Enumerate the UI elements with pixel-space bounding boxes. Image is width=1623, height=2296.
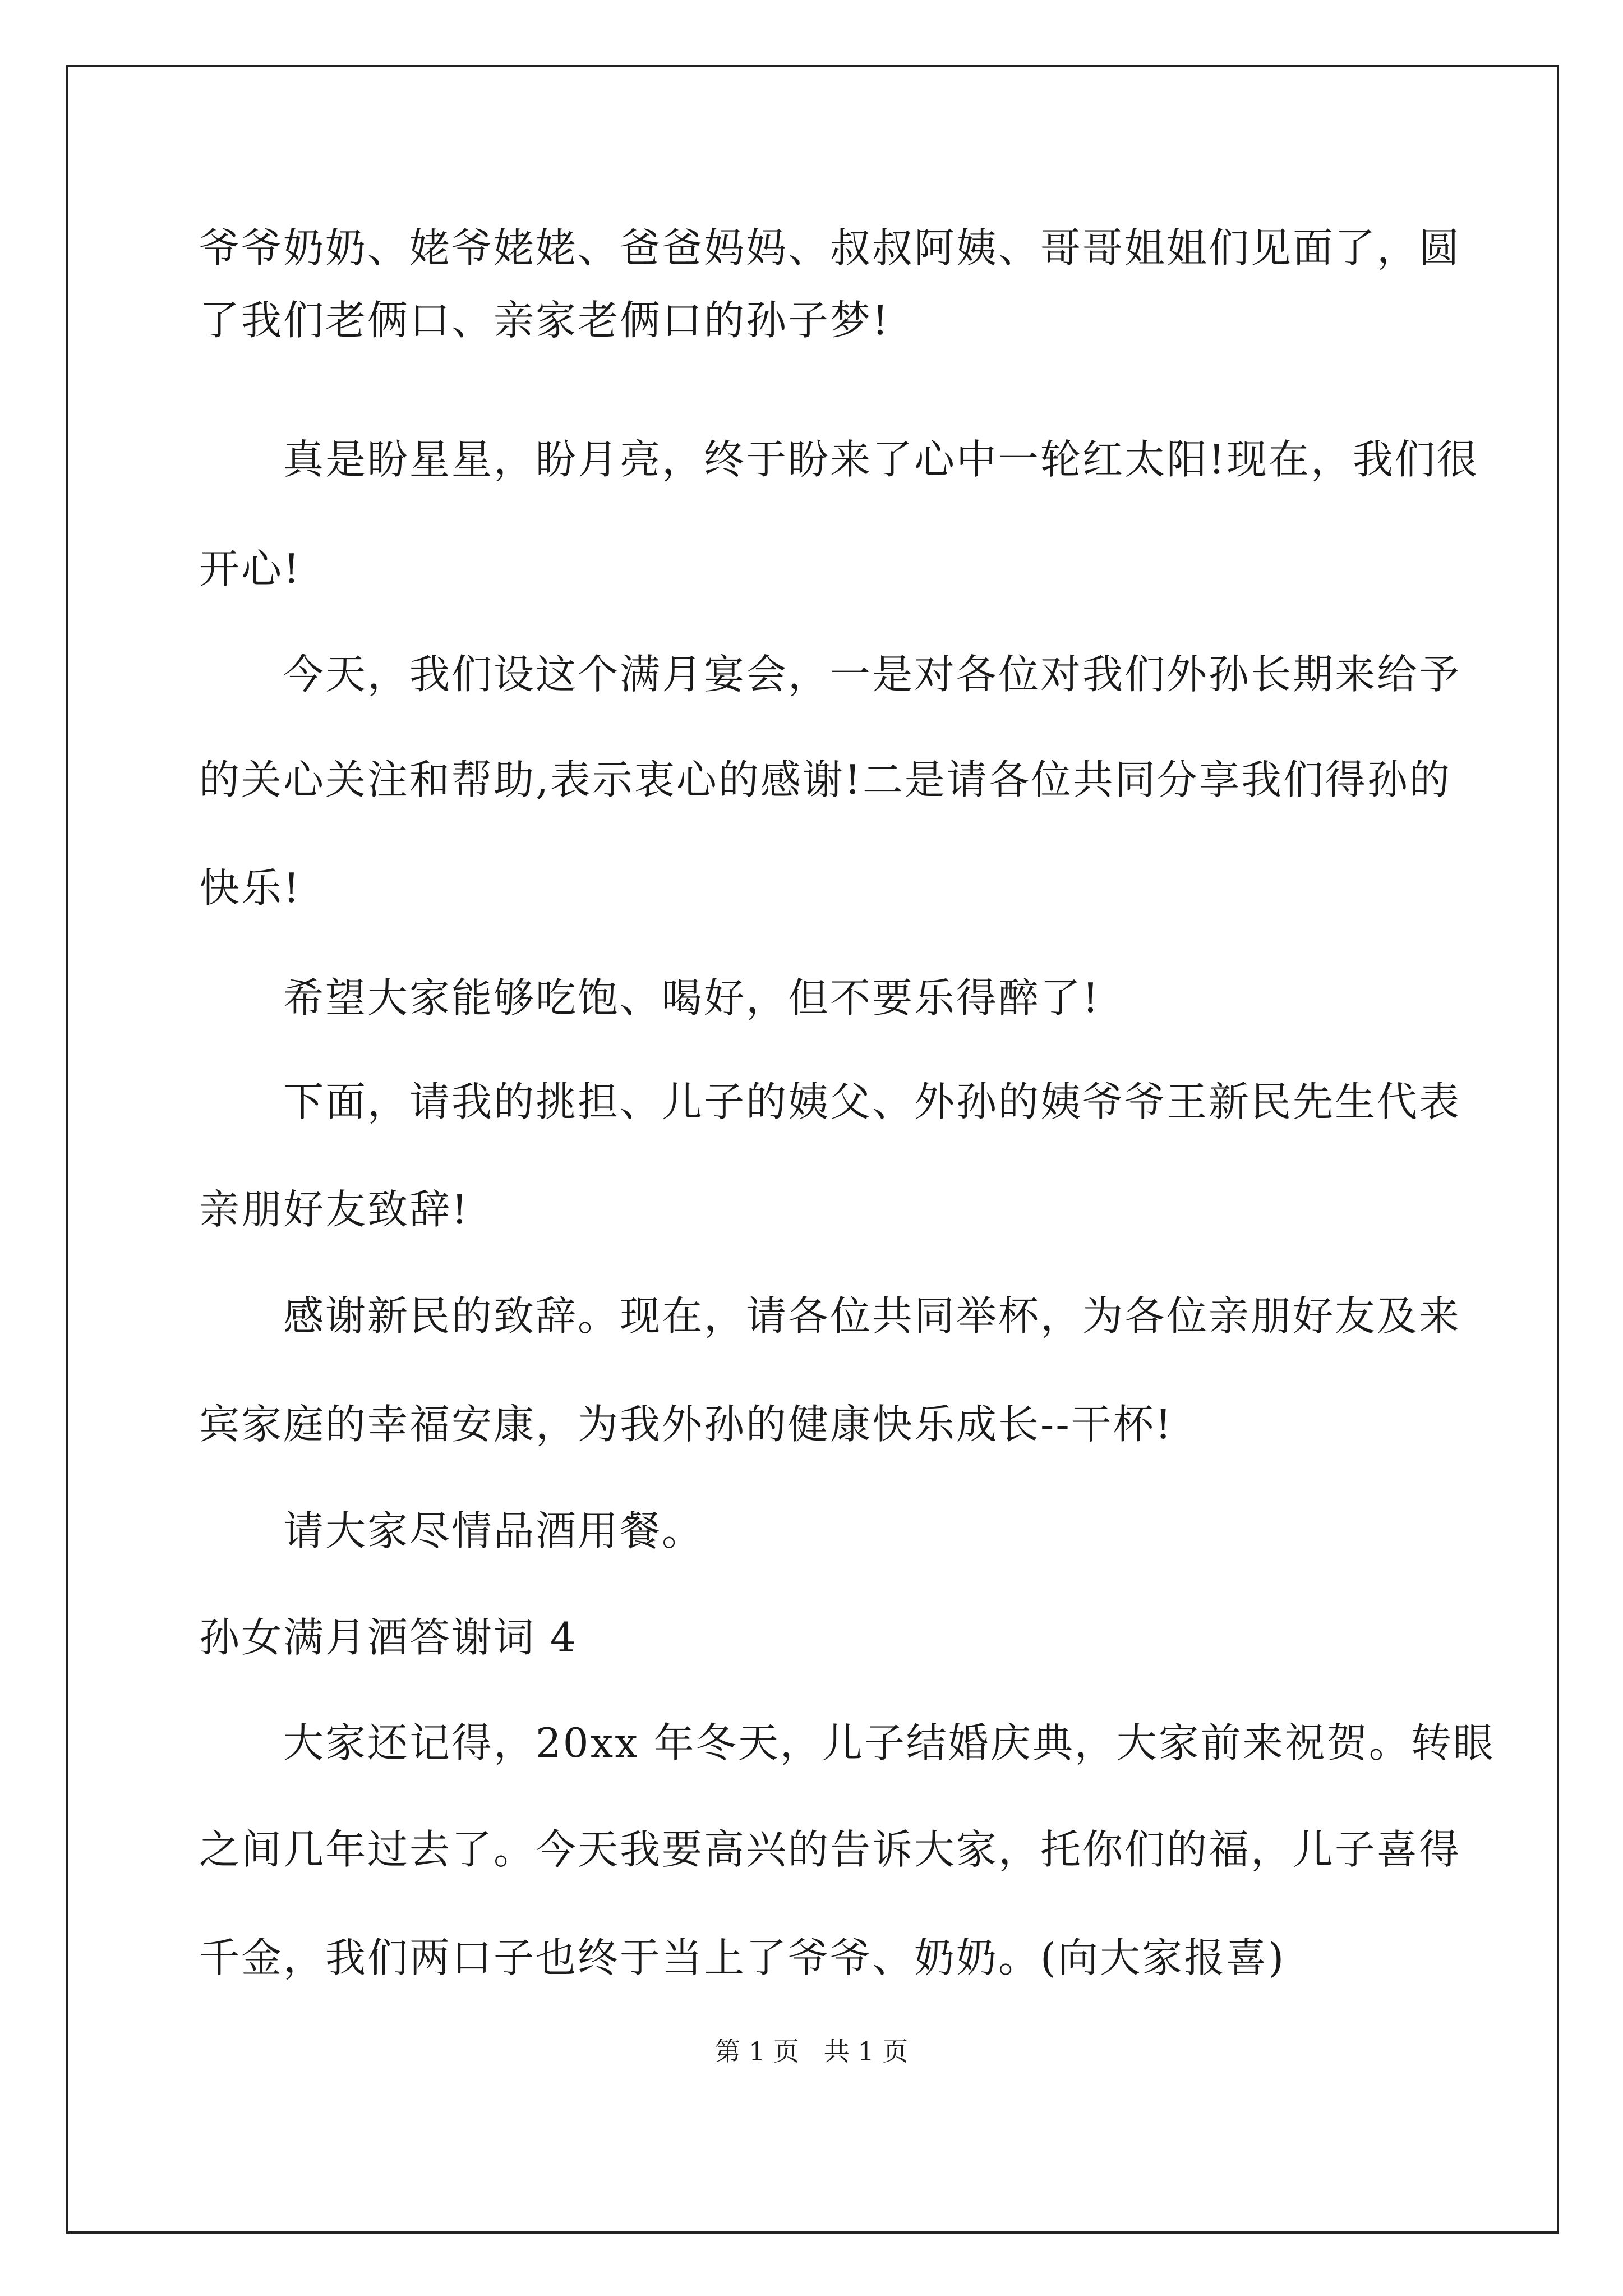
body-line: 的关心关注和帮助,表示衷心的感谢!二是请各位共同分享我们得孙的 xyxy=(199,756,1451,803)
body-line: 之间几年过去了。今天我要高兴的告诉大家，托你们的福，儿子喜得 xyxy=(199,1826,1461,1873)
paragraph-start-line: 今天，我们设这个满月宴会，一是对各位对我们外孙长期来给予 xyxy=(283,651,1461,698)
body-line: 宾家庭的幸福安康，为我外孙的健康快乐成长--干杯! xyxy=(199,1401,1173,1448)
body-line: 了我们老俩口、亲家老俩口的孙子梦! xyxy=(199,297,890,344)
paragraph-start-line: 真是盼星星，盼月亮，终于盼来了心中一轮红太阳!现在，我们很 xyxy=(283,436,1479,483)
paragraph-start-line: 感谢新民的致辞。现在，请各位共同举杯，为各位亲朋好友及来 xyxy=(283,1292,1461,1340)
page-border xyxy=(66,65,1559,2234)
body-line: 开心! xyxy=(199,545,301,592)
section-heading: 孙女满月酒答谢词 4 xyxy=(199,1614,578,1661)
body-line: 亲朋好友致辞! xyxy=(199,1186,469,1233)
paragraph-start-line: 大家还记得，20xx 年冬天，儿子结婚庆典，大家前来祝贺。转眼 xyxy=(283,1719,1495,1766)
body-line: 爷爷奶奶、姥爷姥姥、爸爸妈妈、叔叔阿姨、哥哥姐姐们见面了，圆 xyxy=(199,224,1461,272)
page-number-footer: 第 1 页 共 1 页 xyxy=(714,2036,909,2067)
body-line: 千金，我们两口子也终于当上了爷爷、奶奶。(向大家报喜) xyxy=(199,1934,1286,1981)
paragraph-start-line: 请大家尽情品酒用餐。 xyxy=(283,1507,704,1554)
paragraph-start-line: 下面，请我的挑担、儿子的姨父、外孙的姨爷爷王新民先生代表 xyxy=(283,1078,1461,1125)
body-line: 快乐! xyxy=(199,864,301,912)
paragraph-start-line: 希望大家能够吃饱、喝好，但不要乐得醉了! xyxy=(283,974,1100,1022)
